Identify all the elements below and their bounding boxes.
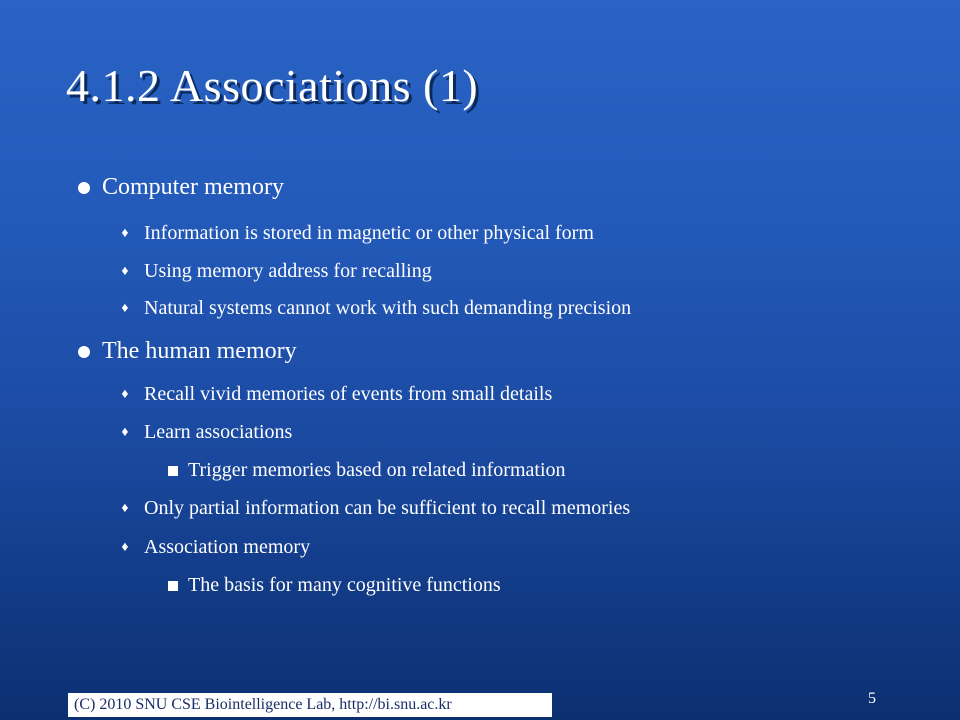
- filled-square-icon: [168, 581, 178, 591]
- sub-sub-bullet-text: The basis for many cognitive functions: [188, 574, 501, 596]
- diamond-icon: ♦: [121, 539, 129, 555]
- sub-bullet: [118, 260, 432, 283]
- sub-bullet: [118, 421, 292, 444]
- sub-bullet: [118, 383, 552, 406]
- diamond-icon: ♦: [121, 225, 129, 241]
- bullet-human-memory: [78, 338, 297, 365]
- sub-bullet: [118, 536, 310, 559]
- sub-sub-bullet: [168, 459, 566, 482]
- diamond-icon: ♦: [121, 300, 129, 316]
- diamond-icon: ♦: [121, 263, 129, 279]
- sub-sub-bullet-text: Trigger memories based on related information: [188, 459, 566, 481]
- diamond-icon: ♦: [121, 386, 129, 402]
- diamond-icon: ♦: [121, 500, 129, 516]
- sub-bullet-text: Learn associations: [144, 421, 293, 443]
- footer-credit: (C) 2010 SNU CSE Biointelligence Lab, http://bi.snu.ac.kr: [68, 693, 552, 717]
- filled-circle-icon: [78, 346, 90, 358]
- sub-bullet-text: Natural systems cannot work with such demanding precision: [144, 297, 632, 319]
- sub-bullet-text: Only partial information can be sufficient to recall memories: [144, 497, 631, 519]
- sub-bullet-text: Recall vivid memories of events from small details: [144, 383, 553, 405]
- bullet-text: Computer memory: [102, 174, 284, 200]
- diamond-icon: ♦: [121, 424, 129, 440]
- bullet-text: The human memory: [102, 338, 297, 364]
- page-number: 5: [868, 690, 876, 707]
- slide-title: 4.1.2 Associations (1): [66, 60, 479, 111]
- bullet-computer-memory: [78, 174, 284, 201]
- sub-bullet: [118, 222, 594, 245]
- sub-sub-bullet: [168, 574, 501, 597]
- filled-square-icon: [168, 466, 178, 476]
- sub-bullet-text: Using memory address for recalling: [144, 260, 432, 282]
- sub-bullet: [118, 297, 631, 320]
- sub-bullet-text: Information is stored in magnetic or other physical form: [144, 222, 594, 244]
- sub-bullet: [118, 497, 630, 520]
- filled-circle-icon: [78, 182, 90, 194]
- sub-bullet-text: Association memory: [144, 536, 311, 558]
